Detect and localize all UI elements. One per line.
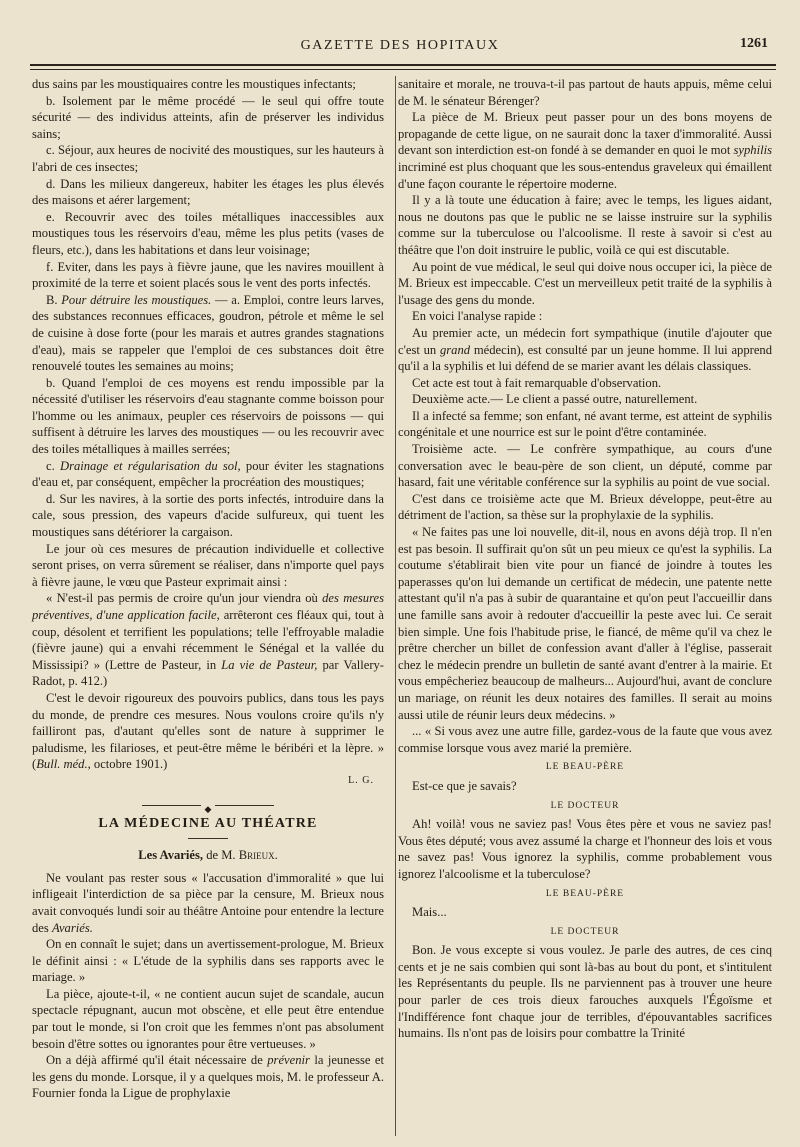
italic-run: Bull. méd.: [36, 757, 88, 772]
italic-run: syphilis: [733, 143, 772, 158]
paragraph: ... « Si vous avez une autre fille, gardez-vous de la faute que vous avez commise lorsque vous avez marié la première.: [398, 724, 772, 755]
ornament-icon: ◆: [201, 804, 216, 814]
text-run: « N'est-il pas permis de croire qu'un jour viendra où: [46, 591, 318, 606]
text-run: incriminé est plus choquant que les sous-entendus graveleux qui émaillent d'une façon courante le répertoire moderne.: [398, 159, 772, 191]
dialogue-line: Est-ce que je savais?: [412, 778, 517, 793]
left-column: [32, 76, 384, 1102]
dialogue-line: Ah! voilà! vous ne saviez pas! Vous êtes père et vous ne saviez pas! Vous êtes député; vous avez assumé la charge et l'honneur des lois et vous ne savez pas! Vous ignorez la syphilis, comme probablement vous ignorez l'alcoolisme et la tuberculose?: [398, 817, 772, 881]
right-column: [398, 76, 772, 1042]
paragraph: Deuxième acte.— Le client a passé outre, naturellement.: [412, 392, 698, 407]
paragraph: d. Dans les milieux dangereux, habiter les étages les plus élevés des maisons et aérer largement;: [32, 176, 384, 208]
paragraph: Le jour où ces mesures de précaution individuelle et collective seront prises, on verra sûrement se réaliser, dans n'importe quel pays à fièvre jaune, le vœu que Pasteur exprimait ainsi :: [32, 541, 384, 589]
text-run: — a. Emploi, contre leurs larves, des substances reconnues efficaces, goudron, pétrole et même le sel de cuisine à dose forte (pour les marais et autres grandes stagnations d'eau), mais se rappeler que l'emploi de ces substances doit être renouvelé toutes les semaines au moins;: [32, 292, 384, 374]
speaker-label: LE DOCTEUR: [550, 800, 620, 811]
text-run: Au premier acte, un médecin fort sympathique (inutile d'ajouter que c'est un: [398, 325, 772, 357]
italic-run: Drainage et régularisation du sol,: [59, 458, 241, 473]
text-run: La pièce de M. Brieux peut passer pour un des bons moyens de propagande de cette ligue, on ne saurait donc la taxer d'immoralité. Aussi devant son interdiction est-on fondé à se demander en quoi le mot: [398, 110, 772, 158]
header-rule-thin: [30, 69, 776, 70]
article-subtitle: [32, 847, 384, 864]
paragraph: En voici l'analyse rapide :: [412, 309, 543, 324]
paragraph: dus sains par les moustiquaires contre les moustiques infectants;: [32, 77, 356, 91]
paragraph: [32, 590, 384, 690]
paragraph: [32, 870, 384, 936]
paragraph: c. Séjour, aux heures de nocivité des moustiques, sur les hauteurs à l'abri de ces insectes;: [32, 143, 384, 174]
text-run: Brieux.: [238, 848, 278, 863]
section-divider: [32, 800, 384, 814]
text-run: la jeunesse et les gens du monde. Lorsque, il y a quelques mois, M. le professeur A. Fournier fonda la Ligue de prophylaxie: [32, 1053, 385, 1101]
italic-run: Pour détruire les moustiques.: [61, 292, 212, 307]
article-signature: L. G.: [348, 774, 374, 786]
paragraph: C'est dans ce troisième acte que M. Brieux développe, peut-être au détriment de l'action, sa thèse sur la prophylaxie de la syphilis.: [398, 491, 772, 523]
text-run: de M.: [206, 848, 236, 863]
text-run: On a déjà affirmé qu'il était nécessaire de: [46, 1053, 263, 1068]
paragraph: [32, 458, 384, 491]
text-run: médecin), est consulté par un jeune homme. Il lui apprend qu'il a la syphilis et lui défend de se marier avant les délais classiques.: [398, 342, 773, 374]
italic-run: grand: [439, 342, 471, 357]
paragraph: Cet acte est tout à fait remarquable d'observation.: [412, 375, 662, 390]
text-run: B.: [46, 292, 58, 307]
paragraph: b. Quand l'emploi de ces moyens est rendu impossible par la nécessité d'utiliser les réservoirs d'eau stagnante comme boisson pour l'homme ou les animaux, peupler ces réservoirs de poissons — qui suffisent à détruire les larves des moustiques — ou les recouvrir avec des toiles métalliques à mailles serrées;: [32, 375, 384, 457]
text-run: Les Avariés,: [138, 848, 204, 863]
paragraph: [32, 690, 384, 773]
paragraph: b. Isolement par le même procédé — le seul qui offre toute sécurité — des individus atteints, afin de préserver les individus sains;: [32, 93, 384, 141]
section-title: LA MÉDECINE AU THÉATRE: [98, 815, 318, 831]
paragraph: e. Recouvrir avec des toiles métalliques inaccessibles aux moustiques tous les réservoirs d'eau, même les plus petits (vases de fleurs, etc.), dans les habitations et dans leur voisinage;: [32, 209, 384, 257]
dialogue-line: Bon. Je vous excepte si vous voulez. Je parle des autres, de ces cinq cents et je ne sais combien qui sont là-bas au bout du pont, et s'intitulent les Représentants du peuple. Ils ne parviennent pas à trouver une heure pour parler de ces trois dieux farouches auxquels l'Égoïsme et l'Indifférence font chaque jour de terribles, d'épouvantables sacrifices humains. Ils n'ont pas de loisirs pour combattre la Trinité: [398, 943, 772, 1041]
paragraph: f. Eviter, dans les pays à fièvre jaune, que les navires mouillent à proximité de la terre et soient placés sous le vent des ports infectés.: [32, 259, 384, 291]
text-run: c.: [46, 458, 55, 473]
paragraph: Il y a là toute une éducation à faire; avec le temps, les ligues aidant, nous ne doutons pas que le public ne se laisse instruire sur la syphilis comme sur la tuberculose ou l'alcoolisme. Il reste à savoir si c'est au théâtre que l'on doit instruire le public, voilà ce qui est discutable.: [398, 193, 772, 257]
paragraph: La pièce, ajoute-t-il, « ne contient aucun sujet de scandale, aucun spectacle répugnant, aucun mot obscène, et elle peut être entendue par tout le monde, si l'on croit que les femmes n'ont pas absolument besoin d'être sottes ou ignorantes pour être vertueuses. »: [32, 986, 384, 1051]
paragraph: Il a infecté sa femme; son enfant, né avant terme, est atteint de syphilis congénitale et une nourrice est sur le point d'être contaminée.: [398, 408, 772, 440]
paragraph: « Ne faites pas une loi nouvelle, dit-il, nous en avons déjà trop. Il n'en est pas besoin. Il suffirait qu'on sût un peu mieux ce qu'est la syphilis. La coutume s'établirait bien vite pour un fiancé de joindre à toutes les paperasses qu'on lui demande un certificat de médecin, une patente nette attestant qu'il n'a pas à subir de quarantaine et qu'on peut l'accueillir dans une famille sans avoir à redouter d'accueillir la peste avec lui. Ce serait bien simple. Une fois l'habitude prise, le fiancé, de même qu'il va chez le prêtre chercher un billet de confession avant d'aller à l'église, passerait chez le médecin prendre un bulletin de santé avant d'entrer à la mairie. Et vous empêcheriez beaucoup de malheurs... Aujourd'hui, avant de conclure un mariage, on réunit les deux notaires des familles. Il serait au moins aussi utile de réunir leurs deux médecins. »: [398, 525, 772, 722]
text-run: Ne voulant pas rester sous « l'accusation d'immoralité » que lui infligeait l'interdiction de sa pièce par la censure, M. Brieux nous avait convoqués lundi soir au théâtre Antoine pour entendre la lecture des: [32, 870, 384, 935]
journal-title: GAZETTE DES HOPITAUX: [300, 38, 500, 53]
italic-run: prévenir: [267, 1053, 310, 1068]
italic-run: La vie de Pasteur,: [221, 657, 318, 672]
paragraph: sanitaire et morale, ne trouva-t-il pas partout de hauts appuis, même celui de M. le sénateur Bérenger?: [398, 77, 772, 108]
text-run: pour éviter les stagnations d'eau et, par conséquent, empêcher la procréation des moustiques;: [32, 458, 384, 490]
speaker-label: LE BEAU-PÈRE: [545, 762, 625, 773]
paragraph: d. Sur les navires, à la sortie des ports infectés, introduire dans la cale, sous pression, des vapeurs d'acide sulfureux, qui tuent les moustiques sans détériorer la cargaison.: [32, 491, 384, 540]
header-rule-thick: [30, 64, 776, 66]
text-run: , octobre 1901.): [87, 757, 168, 772]
text-run: par Vallery-Radot, p. 412.): [32, 657, 384, 689]
italic-run: des mesures préventives, d'une application facile,: [32, 591, 385, 622]
paragraph: Troisième acte. — Le confrère sympathique, au cours d'une conversation avec le beau-père de son client, un député, comme par hasard, fait une véritable conférence sur la syphilis au point de vue social.: [398, 442, 772, 490]
text-run: arrêteront ces fléaux qui, tout à coup, désolent et terrifient les populations; telle l'effroyable maladie (fièvre jaune) qui a envahi récemment le Sénégal et la vallée du Mississipi? » (Lettre de Pasteur, in: [32, 608, 384, 672]
title-rule: [188, 838, 228, 839]
paragraph: [32, 1052, 384, 1102]
paragraph: Au point de vue médical, le seul qui doive nous occuper ici, la pièce de M. Brieux est impeccable. C'est un merveilleux petit traité de la syphilis à l'usage des gens du monde.: [398, 259, 772, 307]
paragraph: [398, 325, 772, 375]
paragraph: [32, 292, 384, 375]
italic-run: Avariés.: [51, 920, 93, 935]
text-run: C'est le devoir rigoureux des pouvoirs publics, dans tous les pays du monde, de prendre ces mesures. Nous voulons croire qu'ils n'y failliront pas, d'autant qu'elles sont de nature à supprimer le paludisme, les filarioses, et peut-être même le béribéri et la lèpre. » (: [32, 690, 384, 772]
paragraph: On en connaît le sujet; dans un avertissement-prologue, M. Brieux le définit ainsi : « L'étude de la syphilis dans ses rapports avec le mariage. »: [32, 937, 384, 985]
dialogue-line: Mais...: [412, 905, 447, 920]
speaker-label: LE DOCTEUR: [550, 926, 620, 937]
page-header: [0, 36, 800, 58]
paragraph: [398, 109, 772, 192]
column-separator: [395, 76, 396, 1136]
page-number: 1261: [740, 36, 768, 51]
speaker-label: LE BEAU-PÈRE: [545, 888, 625, 899]
